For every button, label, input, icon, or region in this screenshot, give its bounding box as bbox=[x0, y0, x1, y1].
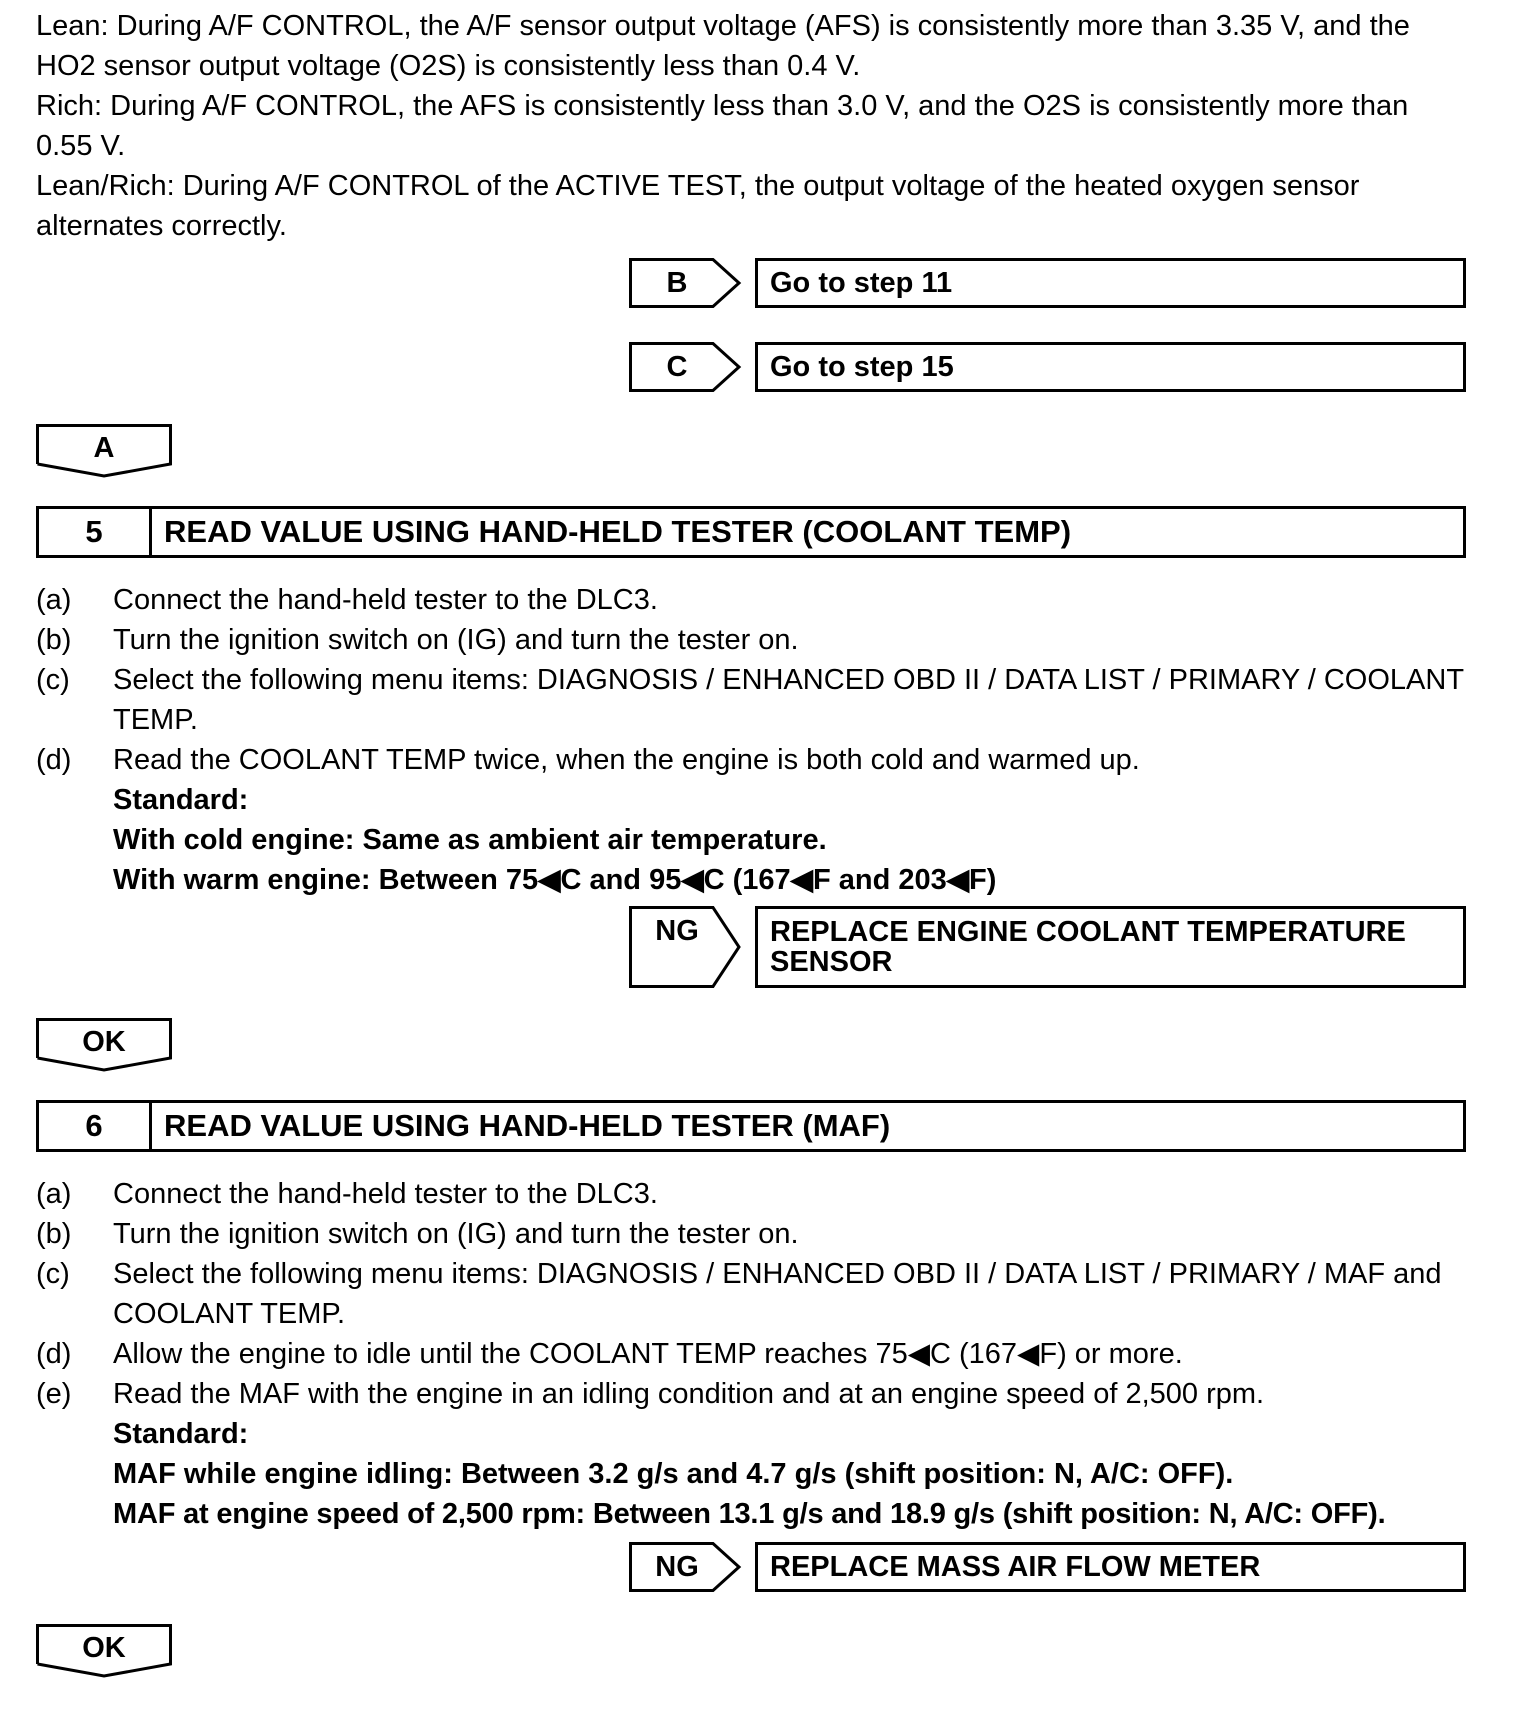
branch-tag-c bbox=[629, 342, 737, 392]
step-5-ng-target[interactable]: REPLACE ENGINE COOLANT TEMPERATURE SENSOR bbox=[755, 906, 1466, 988]
step-6-item-e: (e) Read the MAF with the engine in an idling condition and at an engine speed of 2,500 rpm. bbox=[36, 1378, 1265, 1410]
step-5-ng-label: NG bbox=[655, 915, 699, 947]
step-6-title: READ VALUE USING HAND-HELD TESTER (MAF) bbox=[164, 1108, 891, 1143]
step-5-ng-branch bbox=[629, 906, 1466, 988]
branch-tag-b bbox=[629, 258, 737, 308]
step-5-item-b: (b) Turn the ignition switch on (IG) and turn the tester on. bbox=[36, 624, 799, 656]
intro-lean-rich: Lean/Rich: During A/F CONTROL of the ACTIVE TEST, the output voltage of the heated oxygen sensor alternates correctly. bbox=[36, 170, 1360, 242]
step-5-ok-label: OK bbox=[82, 1026, 126, 1058]
step-6-ng-tag bbox=[629, 1542, 737, 1592]
step-6-number: 6 bbox=[39, 1103, 152, 1149]
step-5-standard-cold: With cold engine: Same as ambient air temperature. bbox=[113, 824, 827, 856]
intro-rich: Rich: During A/F CONTROL, the AFS is consistently less than 3.0 V, and the O2S is consistently more than 0.55 V. bbox=[36, 90, 1409, 162]
intro-lean: Lean: During A/F CONTROL, the A/F sensor output voltage (AFS) is consistently more than 3.35 V, and the HO2 sensor output voltage (O2S) is consistently less than 0.4 V. bbox=[36, 10, 1410, 82]
result-a-label: A bbox=[93, 432, 115, 464]
step-6-standard-2500rpm: MAF at engine speed of 2,500 rpm: Between 13.1 g/s and 18.9 g/s (shift position: N, A/C: OFF). bbox=[113, 1498, 1386, 1530]
step-5-result-ok bbox=[36, 1018, 172, 1074]
step-5-title: READ VALUE USING HAND-HELD TESTER (COOLANT TEMP) bbox=[164, 514, 1072, 549]
step-6-item-b: (b) Turn the ignition switch on (IG) and turn the tester on. bbox=[36, 1218, 799, 1250]
step-6-standard-idle: MAF while engine idling: Between 3.2 g/s and 4.7 g/s (shift position: N, A/C: OFF). bbox=[113, 1458, 1234, 1490]
document bbox=[36, 0, 1466, 1680]
step-6-item-d: (d) Allow the engine to idle until the COOLANT TEMP reaches 75◀C (167◀F) or more. bbox=[36, 1338, 1183, 1370]
step-5-ng-tag bbox=[629, 906, 737, 988]
step-6-header bbox=[36, 1100, 1466, 1152]
step-6-result-ok bbox=[36, 1624, 172, 1680]
step-5-item-a: (a) Connect the hand-held tester to the DLC3. bbox=[36, 584, 658, 616]
branch-target-step-15[interactable]: Go to step 15 bbox=[755, 342, 1466, 392]
step-5-item-d: (d) Read the COOLANT TEMP twice, when the engine is both cold and warmed up. bbox=[36, 744, 1140, 776]
step-6-standard-label: Standard: bbox=[113, 1418, 249, 1450]
branch-tag-label: C bbox=[666, 351, 688, 383]
step-5-header bbox=[36, 506, 1466, 558]
branch-tag-label: B bbox=[666, 267, 688, 299]
step-6-ng-target[interactable]: REPLACE MASS AIR FLOW METER bbox=[755, 1542, 1466, 1592]
step-6-ng-label: NG bbox=[655, 1551, 699, 1583]
step-6-ng-branch bbox=[629, 1542, 1466, 1592]
result-a bbox=[36, 424, 172, 480]
step-6-item-c: (c) Select the following menu items: DIAGNOSIS / ENHANCED OBD II / DATA LIST / PRIMARY / MAF and COOLANT TEMP. bbox=[36, 1258, 1442, 1330]
step-5-item-c: (c) Select the following menu items: DIAGNOSIS / ENHANCED OBD II / DATA LIST / PRIMARY / COOLANT TEMP. bbox=[36, 664, 1464, 736]
step-5-number: 5 bbox=[39, 509, 152, 555]
branch-b bbox=[629, 258, 1466, 308]
branch-c bbox=[629, 342, 1466, 392]
step-5-standard-label: Standard: bbox=[113, 784, 249, 816]
step-5-standard-warm: With warm engine: Between 75◀C and 95◀C (167◀F and 203◀F) bbox=[113, 864, 997, 896]
branch-target-step-11[interactable]: Go to step 11 bbox=[755, 258, 1466, 308]
step-6-ok-label: OK bbox=[82, 1632, 126, 1664]
step-6-item-a: (a) Connect the hand-held tester to the DLC3. bbox=[36, 1178, 658, 1210]
